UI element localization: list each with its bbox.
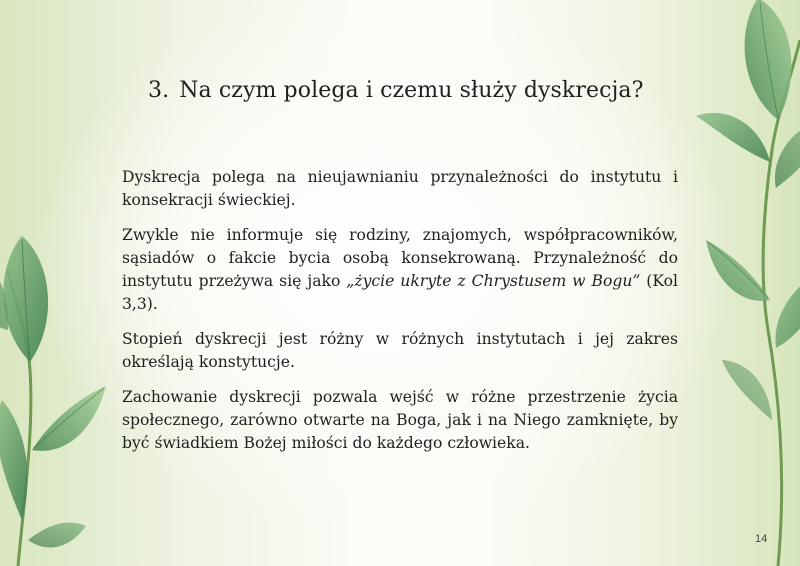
right-leaf-bottom [722, 360, 772, 420]
paragraph-hidden-life-text: Zwykle nie informuje się rodziny, znajomych, współpracowników, sąsiadów o fakcie bycia osobą konsekrowaną. Przynależność do instytutu przeżywa się jako [122, 226, 678, 290]
right-leaf-middle [706, 240, 770, 301]
left-leaf-bottom [28, 523, 86, 548]
left-leaf-lower [0, 400, 28, 520]
right-leaf-lower [775, 270, 800, 348]
page-title [148, 78, 668, 103]
paragraph-hidden-life [122, 224, 678, 316]
heading-text: Na czym polega i czemu służy dyskrecja? [179, 78, 644, 103]
page-number: 14 [755, 533, 768, 545]
right-leaf-top [745, 0, 792, 120]
heading-number: 3. [148, 78, 170, 103]
paragraph-definition: Dyskrecja polega na nieujawnianiu przynależności do instytutu i konsekracji świeckiej. [122, 168, 678, 209]
paragraph-degree: Stopień dyskrecji jest różny w różnych instytutach i jej zakres określają konstytucje. [122, 330, 678, 371]
left-plant [0, 236, 106, 566]
scripture-quote: „życie ukryte z Chrystusem w Bogu” [346, 272, 641, 290]
paragraph-purpose: Zachowanie dyskrecji pozwala wejść w różne przestrzenie życia społecznego, zarówno otwarte na Boga, jak i na Niego zamknięte, by być świadkiem Bożej miłości do każdego człowieka. [122, 388, 678, 452]
right-plant [696, 0, 800, 566]
scripture-reference: (Kol 3,3). [122, 272, 678, 313]
right-leaf-upper-right [775, 120, 800, 188]
left-leaf-middle [32, 386, 106, 451]
left-leaf-upper [0, 250, 8, 330]
body-text [122, 166, 678, 467]
left-leaf-top [3, 236, 48, 362]
right-leaf-upper-left [696, 113, 770, 162]
